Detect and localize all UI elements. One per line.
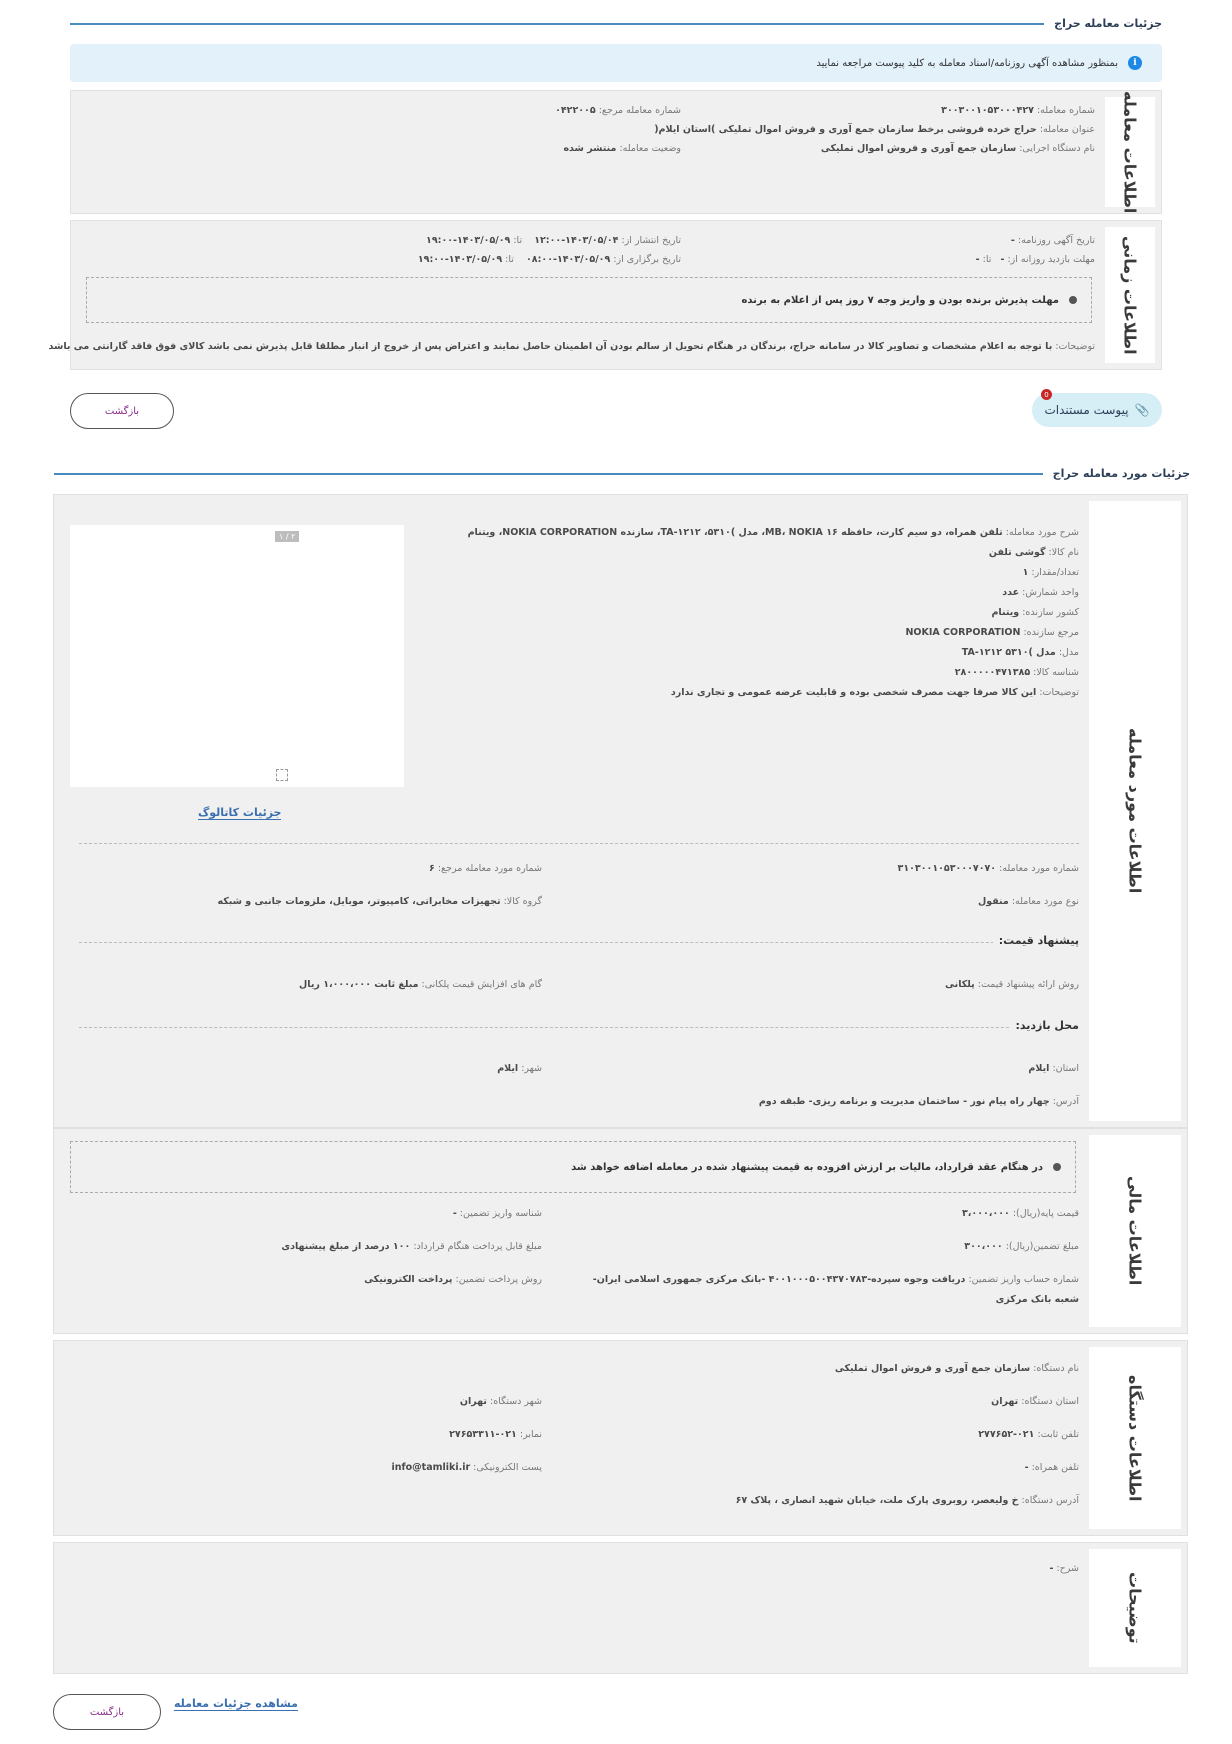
back-button[interactable]: بازگشت [53,1694,161,1730]
item-group: گروه کالا: تجهیزات مخابراتی، کامپیوتر، موبایل، ملزومات جانبی و شبکه [217,896,542,907]
item-name: نام کالا: گوشی تلفن [988,547,1079,558]
visit-location-heading: محل بازدید: [1009,1019,1079,1032]
offer-method: روش ارائه پیشنهاد قیمت: پلکانی [945,979,1079,990]
view-deal-details-link[interactable]: مشاهده جزئیات معامله [174,1697,298,1710]
agency-info-label: اطلاعات دستگاه [1089,1347,1181,1529]
divider [79,843,1079,844]
agency-city: شهر دستگاه: تهران [459,1396,542,1407]
agency-email: پست الکترونیکی: info@tamliki.ir [391,1462,542,1473]
payable-amount: مبلغ قابل پرداخت هنگام قرارداد: ۱۰۰ درصد از مبلغ پیشنهادی [281,1241,542,1252]
item-type: نوع مورد معامله: منقول [978,896,1079,907]
back-button[interactable]: بازگشت [70,393,174,429]
attachment-notice: i بمنظور مشاهده آگهی روزنامه/اسناد معامله به کلید پیوست مراجعه نمایید [70,44,1162,82]
deal-info-panel [70,90,1162,214]
agency-name: نام دستگاه اجرایی: سازمان جمع آوری و فروش اموال تملیکی [820,143,1095,154]
guarantee-amount: مبلغ تضمین(ریال): ۳۰۰،۰۰۰ [964,1241,1079,1252]
price-step: گام های افزایش قیمت پلکانی: مبلغ ثابت ۱،۰۰۰،۰۰۰ ریال [299,979,542,990]
info-icon: i [1128,56,1142,70]
finance-info-panel [53,1128,1188,1334]
item-id: شناسه کالا: ۲۸۰۰۰۰۰۴۷۱۳۸۵ [954,667,1079,678]
vat-note: در هنگام عقد قرارداد، مالیات بر ارزش افزوده به قیمت پیشنهاد شده در معامله اضافه خواهد شد [70,1141,1076,1193]
catalog-details-link[interactable]: جزئیات کاتالوگ [198,806,282,819]
base-price: قیمت پایه(ریال): ۳،۰۰۰،۰۰۰ [961,1208,1079,1219]
agency-info-panel [53,1340,1188,1536]
agency-province: استان دستگاه: تهران [991,1396,1079,1407]
time-info-label: اطلاعات زمانی [1105,227,1155,363]
description-label: توضیحات [1089,1549,1181,1667]
divider [79,942,1079,943]
attach-count-badge: 0 [1041,389,1052,400]
guarantee-id: شناسه واریز تضمین: - [452,1208,542,1219]
item-maker: مرجع سازنده: NOKIA CORPORATION [905,627,1079,638]
description-panel [53,1542,1188,1674]
item-unit: واحد شمارش: عدد [1002,587,1079,598]
deadline-note: مهلت پذیرش برنده بودن و واریز وجه ۷ روز پس از اعلام به برنده [86,277,1092,323]
item-image-gallery[interactable] [70,525,404,787]
deal-title: عنوان معامله: حراج خرده فروشی برخط سازمان جمع آوری و فروش اموال تملیکی )استان ایلام( [654,124,1095,135]
guarantee-account-branch: شعبه بانک مرکزی [995,1294,1079,1305]
divider [70,23,1044,25]
bullet-icon [1053,1163,1061,1171]
visit-deadline: مهلت بازدید روزانه از: - تا: - [975,254,1095,265]
item-description: شرح مورد معامله: تلفن همراه، دو سیم کارت، حافظه ۱۶ MB، NOKIA، مدل )TA-۱۲۱۲ ،۵۳۱۰، سازنده NOKIA CORPORATION، ویتنام [467,527,1079,538]
attach-documents-button[interactable]: 0 📎 پیوست مستندات [1032,393,1162,427]
price-offer-heading: پیشنهاد قیمت: [993,934,1079,947]
item-country: کشور سازنده: ویتنام [991,607,1079,618]
ref-item-number: شماره مورد معامله مرجع: ۶ [429,863,542,874]
time-description: توضیحات: با توجه به اعلام مشخصات و تصاویر کالا در سامانه حراج، برندگان در هنگام تحویل از سالم بودن آن اطمینان حاصل نمایند و اعتراض پس از خروج از انبار مطلقا قابل پذیرش نمی باشد کالای فوق فاقد گارانتی می باشد [48,341,1095,352]
time-info-panel [48,220,1162,370]
description-text: شرح: - [1049,1563,1079,1574]
guarantee-account: شماره حساب واریز تضمین: دریافت وجوه سپرده-۴۰۰۱۰۰۰۵۰۰۴۳۷۰۷۸۳ -بانک مرکزی جمهوری اسلامی ایران- [592,1274,1079,1285]
hold-date: تاریخ برگزاری از: ۱۴۰۳/۰۵/۰۹-۰۸:۰۰ تا: ۱۴۰۳/۰۵/۰۹-۱۹:۰۰ [417,254,681,265]
visit-address: آدرس: چهار راه پیام نور - ساختمان مدیریت و برنامه ریزی- طبقه دوم [758,1096,1079,1107]
deal-number: شماره معامله: ۳۰۰۳۰۰۱۰۵۳۰۰۰۴۲۷ [941,105,1095,116]
newspaper-date: تاریخ آگهی روزنامه: - [1010,235,1095,246]
divider [79,1027,1079,1028]
deal-info-label: اطلاعات معامله [1105,97,1155,207]
agency-phone: تلفن ثابت: ۰۲۱-۲۷۷۶۵۲ [978,1429,1079,1440]
guarantee-payment-method: روش پرداخت تضمین: پرداخت الکترونیکی [364,1274,542,1285]
visit-province: استان: ایلام [1028,1063,1079,1074]
agency-mobile: تلفن همراه: - [1024,1462,1079,1473]
item-details-title: جزئیات مورد معامله حراج [54,467,1190,480]
finance-info-label: اطلاعات مالی [1089,1135,1181,1327]
agency-name: نام دستگاه: سازمان جمع آوری و فروش اموال تملیکی [834,1363,1079,1374]
item-note: توضیحات: این کالا صرفا جهت مصرف شخصی بوده و قابلیت عرضه عمومی و تجاری ندارد [670,687,1079,698]
item-model: مدل: مدل )TA-۱۲۱۲ ۵۳۱۰ [961,647,1079,658]
divider [54,473,1043,475]
publish-date: تاریخ انتشار از: ۱۴۰۳/۰۵/۰۴-۱۲:۰۰ تا: ۱۴۰۳/۰۵/۰۹-۱۹:۰۰ [426,235,681,246]
visit-city: شهر: ایلام [497,1063,542,1074]
item-number: شماره مورد معامله: ۳۱۰۳۰۰۱۰۵۳۰۰۰۷۰۷۰ [897,863,1079,874]
image-counter: ۱ / ۲ [275,531,299,542]
agency-address: آدرس دستگاه: خ ولیعصر، روبروی پارک ملت، خیابان شهید انصاری ، پلاک ۶۷ [735,1495,1079,1506]
item-quantity: تعداد/مقدار: ۱ [1022,567,1079,578]
expand-icon[interactable] [276,769,288,781]
deal-status: وضعیت معامله: منتشر شده [563,143,681,154]
paperclip-icon: 📎 [1134,403,1150,417]
bullet-icon [1069,296,1077,304]
item-info-label: اطلاعات مورد معامله [1089,501,1181,1121]
ref-deal-number: شماره معامله مرجع: ۰۴۲۲۰۰۵ [555,105,681,116]
auction-details-title: جزئیات معامله حراج [70,17,1162,30]
agency-fax: نمابر: ۰۲۱-۲۷۶۵۳۳۱۱ [449,1429,542,1440]
